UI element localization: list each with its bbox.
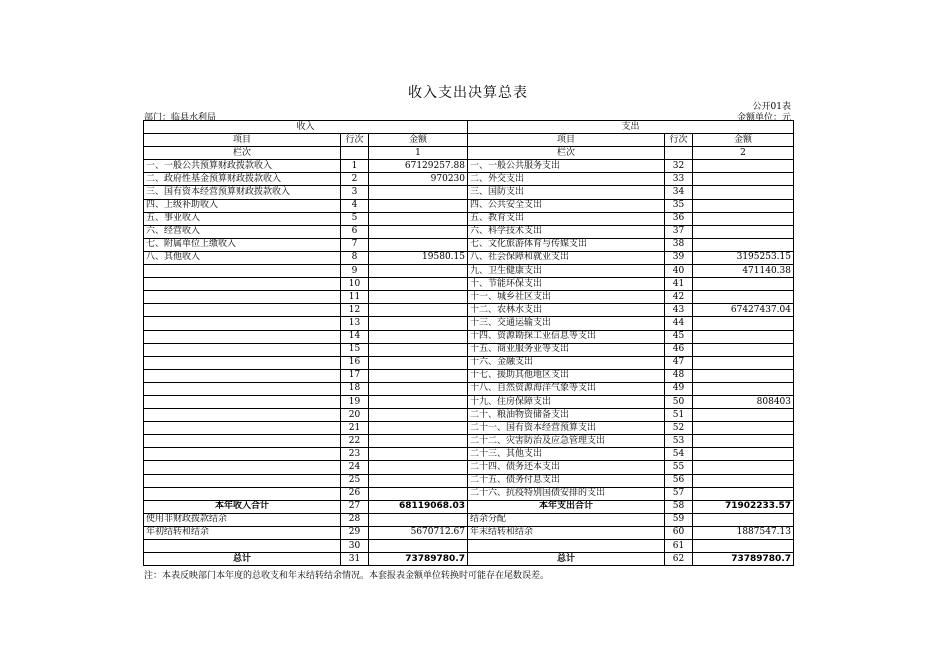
expense-section-header: 支出 bbox=[468, 121, 794, 134]
income-line-no-cell: 20 bbox=[341, 409, 369, 422]
table-row bbox=[144, 369, 794, 382]
table-row bbox=[144, 304, 794, 317]
income-line-no-cell: 30 bbox=[341, 540, 369, 553]
income-item-cell: 三、国有资本经营预算财政拨款收入 bbox=[144, 186, 341, 199]
income-item-cell: 五、事业收入 bbox=[144, 212, 341, 225]
expense-item-cell: 本年支出合计 bbox=[468, 500, 665, 513]
income-item-cell bbox=[144, 382, 341, 395]
expense-amount-cell bbox=[693, 225, 794, 238]
expense-line-no-cell: 42 bbox=[665, 291, 693, 304]
expense-line-no-cell: 35 bbox=[665, 199, 693, 212]
income-line-no-cell: 29 bbox=[341, 526, 369, 539]
income-item-cell bbox=[144, 330, 341, 343]
expense-item-cell: 二十一、国有资本经营预算支出 bbox=[468, 422, 665, 435]
income-item-cell: 一、一般公共预算财政拨款收入 bbox=[144, 160, 341, 173]
income-item-cell: 六、经营收入 bbox=[144, 225, 341, 238]
income-amount-cell bbox=[369, 265, 468, 278]
expense-line-no-cell: 48 bbox=[665, 369, 693, 382]
income-line-no-cell: 19 bbox=[341, 395, 369, 408]
income-line-no-index bbox=[341, 147, 369, 160]
section-header-row bbox=[144, 121, 794, 134]
income-amount-cell bbox=[369, 382, 468, 395]
table-row bbox=[144, 500, 794, 513]
income-amount-cell bbox=[369, 395, 468, 408]
expense-amount-cell bbox=[693, 487, 794, 500]
income-item-cell bbox=[144, 435, 341, 448]
expense-amount-cell: 808403 bbox=[693, 395, 794, 408]
income-line-no-cell: 23 bbox=[341, 448, 369, 461]
expense-line-no-cell: 58 bbox=[665, 500, 693, 513]
expense-amount-cell bbox=[693, 238, 794, 251]
income-item-cell bbox=[144, 343, 341, 356]
income-amount-cell bbox=[369, 461, 468, 474]
department-label: 部门：临县水利局 bbox=[144, 113, 217, 123]
expense-line-no-cell: 33 bbox=[665, 173, 693, 186]
income-column-index: 1 bbox=[369, 147, 468, 160]
table-row bbox=[144, 251, 794, 264]
table-row bbox=[144, 212, 794, 225]
income-item-cell: 总计 bbox=[144, 553, 341, 566]
income-item-cell bbox=[144, 356, 341, 369]
table-row bbox=[144, 409, 794, 422]
expense-item-cell: 十二、农林水支出 bbox=[468, 304, 665, 317]
income-line-no-cell: 3 bbox=[341, 186, 369, 199]
expense-amount-cell bbox=[693, 448, 794, 461]
income-amount-cell bbox=[369, 422, 468, 435]
expense-item-cell: 六、科学技术支出 bbox=[468, 225, 665, 238]
income-item-cell: 七、附属单位上缴收入 bbox=[144, 238, 341, 251]
table-row bbox=[144, 173, 794, 186]
expense-amount-header: 金额 bbox=[693, 134, 794, 147]
income-amount-cell: 73789780.7 bbox=[369, 553, 468, 566]
income-item-cell bbox=[144, 422, 341, 435]
column-index-row bbox=[144, 147, 794, 160]
table-row bbox=[144, 278, 794, 291]
income-amount-cell bbox=[369, 448, 468, 461]
income-amount-cell bbox=[369, 513, 468, 526]
table-row bbox=[144, 474, 794, 487]
income-item-cell bbox=[144, 395, 341, 408]
expense-line-no-cell: 37 bbox=[665, 225, 693, 238]
table-row bbox=[144, 160, 794, 173]
income-line-no-cell: 14 bbox=[341, 330, 369, 343]
income-amount-cell bbox=[369, 304, 468, 317]
table-row bbox=[144, 356, 794, 369]
expense-column-index: 2 bbox=[693, 147, 794, 160]
income-amount-cell bbox=[369, 199, 468, 212]
expense-amount-cell bbox=[693, 435, 794, 448]
expense-item-cell: 二、外交支出 bbox=[468, 173, 665, 186]
income-item-cell: 使用非财政拨款结余 bbox=[144, 513, 341, 526]
income-amount-header: 金额 bbox=[369, 134, 468, 147]
table-row bbox=[144, 526, 794, 539]
expense-amount-cell bbox=[693, 369, 794, 382]
income-line-no-cell: 6 bbox=[341, 225, 369, 238]
table-row bbox=[144, 199, 794, 212]
expense-item-cell: 二十五、债务付息支出 bbox=[468, 474, 665, 487]
table-row bbox=[144, 435, 794, 448]
expense-line-no-cell: 39 bbox=[665, 251, 693, 264]
expense-item-cell: 二十、粮油物资储备支出 bbox=[468, 409, 665, 422]
income-line-no-cell: 8 bbox=[341, 251, 369, 264]
expense-line-no-cell: 32 bbox=[665, 160, 693, 173]
table-row bbox=[144, 382, 794, 395]
table-row bbox=[144, 225, 794, 238]
expense-line-no-cell: 44 bbox=[665, 317, 693, 330]
income-item-cell bbox=[144, 369, 341, 382]
income-amount-cell bbox=[369, 343, 468, 356]
table-row bbox=[144, 395, 794, 408]
table-row bbox=[144, 513, 794, 526]
income-item-cell: 二、政府性基金预算财政拨款收入 bbox=[144, 173, 341, 186]
expense-item-cell: 十八、自然资源海洋气象等支出 bbox=[468, 382, 665, 395]
expense-item-cell: 一、一般公共服务支出 bbox=[468, 160, 665, 173]
income-amount-cell: 68119068.03 bbox=[369, 500, 468, 513]
income-line-no-cell: 25 bbox=[341, 474, 369, 487]
form-number: 公开01表 bbox=[752, 102, 791, 112]
income-amount-cell bbox=[369, 330, 468, 343]
expense-item-cell: 二十四、债务还本支出 bbox=[468, 461, 665, 474]
expense-item-cell: 十七、援助其他地区支出 bbox=[468, 369, 665, 382]
table-row bbox=[144, 291, 794, 304]
income-line-no-cell: 18 bbox=[341, 382, 369, 395]
table-row bbox=[144, 330, 794, 343]
table-row bbox=[144, 317, 794, 330]
expense-line-no-cell: 50 bbox=[665, 395, 693, 408]
income-item-cell: 年初结转和结余 bbox=[144, 526, 341, 539]
income-line-no-cell: 21 bbox=[341, 422, 369, 435]
expense-line-no-cell: 40 bbox=[665, 265, 693, 278]
expense-item-cell: 四、公共安全支出 bbox=[468, 199, 665, 212]
income-item-cell bbox=[144, 317, 341, 330]
expense-line-no-cell: 60 bbox=[665, 526, 693, 539]
income-item-cell bbox=[144, 304, 341, 317]
income-line-no-cell: 1 bbox=[341, 160, 369, 173]
expense-item-cell: 十六、金融支出 bbox=[468, 356, 665, 369]
income-item-cell: 八、其他收入 bbox=[144, 251, 341, 264]
page-title: 收入支出决算总表 bbox=[408, 85, 528, 101]
table-row bbox=[144, 461, 794, 474]
expense-item-cell: 十九、住房保障支出 bbox=[468, 395, 665, 408]
income-item-cell bbox=[144, 474, 341, 487]
income-line-no-cell: 27 bbox=[341, 500, 369, 513]
table-row bbox=[144, 265, 794, 278]
expense-line-no-cell: 52 bbox=[665, 422, 693, 435]
income-amount-cell bbox=[369, 409, 468, 422]
expense-amount-cell bbox=[693, 356, 794, 369]
expense-item-cell: 七、文化旅游体育与传媒支出 bbox=[468, 238, 665, 251]
expense-column-label: 栏次 bbox=[468, 147, 665, 160]
expense-amount-cell bbox=[693, 461, 794, 474]
expense-item-cell: 十、节能环保支出 bbox=[468, 278, 665, 291]
expense-line-no-cell: 55 bbox=[665, 461, 693, 474]
expense-line-no-cell: 41 bbox=[665, 278, 693, 291]
expense-amount-cell bbox=[693, 199, 794, 212]
expense-amount-cell bbox=[693, 291, 794, 304]
expense-amount-cell: 73789780.7 bbox=[693, 553, 794, 566]
income-item-cell bbox=[144, 540, 341, 553]
expense-item-cell: 九、卫生健康支出 bbox=[468, 265, 665, 278]
income-expense-table bbox=[143, 120, 794, 566]
income-amount-cell bbox=[369, 540, 468, 553]
expense-line-no-cell: 36 bbox=[665, 212, 693, 225]
expense-amount-cell bbox=[693, 513, 794, 526]
table-row bbox=[144, 186, 794, 199]
income-line-no-cell: 22 bbox=[341, 435, 369, 448]
income-line-no-cell: 7 bbox=[341, 238, 369, 251]
expense-line-no-cell: 51 bbox=[665, 409, 693, 422]
expense-line-no-cell: 47 bbox=[665, 356, 693, 369]
expense-amount-cell bbox=[693, 317, 794, 330]
expense-item-cell: 总计 bbox=[468, 553, 665, 566]
expense-amount-cell bbox=[693, 278, 794, 291]
table-row bbox=[144, 343, 794, 356]
income-item-cell: 四、上级补助收入 bbox=[144, 199, 341, 212]
expense-amount-cell bbox=[693, 343, 794, 356]
expense-line-no-index bbox=[665, 147, 693, 160]
income-line-no-cell: 4 bbox=[341, 199, 369, 212]
income-line-no-cell: 15 bbox=[341, 343, 369, 356]
income-line-no-cell: 10 bbox=[341, 278, 369, 291]
income-line-no-cell: 31 bbox=[341, 553, 369, 566]
income-amount-cell bbox=[369, 356, 468, 369]
expense-line-no-cell: 53 bbox=[665, 435, 693, 448]
expense-item-cell: 三、国防支出 bbox=[468, 186, 665, 199]
income-section-header: 收入 bbox=[144, 121, 468, 134]
income-line-no-cell: 12 bbox=[341, 304, 369, 317]
expense-amount-cell bbox=[693, 212, 794, 225]
expense-amount-cell: 1887547.13 bbox=[693, 526, 794, 539]
income-line-no-cell: 11 bbox=[341, 291, 369, 304]
amount-unit-label: 金额单位：元 bbox=[736, 113, 791, 123]
table-row bbox=[144, 487, 794, 500]
income-amount-cell: 5670712.67 bbox=[369, 526, 468, 539]
income-amount-cell: 67129257.88 bbox=[369, 160, 468, 173]
income-item-cell bbox=[144, 291, 341, 304]
expense-line-no-cell: 34 bbox=[665, 186, 693, 199]
expense-line-no-cell: 38 bbox=[665, 238, 693, 251]
income-amount-cell bbox=[369, 487, 468, 500]
column-header-row bbox=[144, 134, 794, 147]
footnote: 注：本表反映部门本年度的总收支和年末结转结余情况。本套报表金额单位转换时可能存在尾数误差。 bbox=[144, 571, 550, 581]
table-row bbox=[144, 422, 794, 435]
expense-item-cell: 十五、商业服务业等支出 bbox=[468, 343, 665, 356]
income-item-cell: 本年收入合计 bbox=[144, 500, 341, 513]
table-row bbox=[144, 448, 794, 461]
income-item-cell bbox=[144, 278, 341, 291]
income-amount-cell bbox=[369, 291, 468, 304]
expense-item-cell: 二十六、抗疫特别国债安排的支出 bbox=[468, 487, 665, 500]
expense-amount-cell bbox=[693, 382, 794, 395]
expense-amount-cell bbox=[693, 474, 794, 487]
expense-line-no-cell: 59 bbox=[665, 513, 693, 526]
expense-amount-cell bbox=[693, 330, 794, 343]
expense-line-no-header: 行次 bbox=[665, 134, 693, 147]
income-amount-cell: 970230 bbox=[369, 173, 468, 186]
expense-line-no-cell: 57 bbox=[665, 487, 693, 500]
income-amount-cell bbox=[369, 474, 468, 487]
income-line-no-cell: 2 bbox=[341, 173, 369, 186]
expense-item-cell: 二十二、灾害防治及应急管理支出 bbox=[468, 435, 665, 448]
income-line-no-cell: 17 bbox=[341, 369, 369, 382]
income-amount-cell bbox=[369, 225, 468, 238]
income-item-cell bbox=[144, 461, 341, 474]
income-amount-cell: 19580.15 bbox=[369, 251, 468, 264]
income-amount-cell bbox=[369, 212, 468, 225]
income-item-cell bbox=[144, 487, 341, 500]
income-line-no-cell: 28 bbox=[341, 513, 369, 526]
expense-item-cell: 二十三、其他支出 bbox=[468, 448, 665, 461]
expense-item-cell: 十三、交通运输支出 bbox=[468, 317, 665, 330]
income-amount-cell bbox=[369, 238, 468, 251]
income-line-no-cell: 24 bbox=[341, 461, 369, 474]
expense-amount-cell: 71902233.57 bbox=[693, 500, 794, 513]
expense-item-cell: 十一、城乡社区支出 bbox=[468, 291, 665, 304]
expense-line-no-cell: 62 bbox=[665, 553, 693, 566]
expense-amount-cell bbox=[693, 173, 794, 186]
income-item-header: 项目 bbox=[144, 134, 341, 147]
expense-line-no-cell: 56 bbox=[665, 474, 693, 487]
expense-amount-cell: 471140.38 bbox=[693, 265, 794, 278]
expense-line-no-cell: 46 bbox=[665, 343, 693, 356]
expense-item-cell: 十四、资源勘探工业信息等支出 bbox=[468, 330, 665, 343]
income-line-no-cell: 13 bbox=[341, 317, 369, 330]
income-line-no-cell: 26 bbox=[341, 487, 369, 500]
expense-line-no-cell: 61 bbox=[665, 540, 693, 553]
expense-item-cell bbox=[468, 540, 665, 553]
expense-amount-cell bbox=[693, 540, 794, 553]
income-amount-cell bbox=[369, 369, 468, 382]
expense-item-cell: 结余分配 bbox=[468, 513, 665, 526]
income-line-no-cell: 9 bbox=[341, 265, 369, 278]
income-item-cell bbox=[144, 409, 341, 422]
income-amount-cell bbox=[369, 435, 468, 448]
expense-line-no-cell: 54 bbox=[665, 448, 693, 461]
expense-item-header: 项目 bbox=[468, 134, 665, 147]
table-row bbox=[144, 553, 794, 566]
expense-amount-cell: 3195253.15 bbox=[693, 251, 794, 264]
expense-amount-cell bbox=[693, 409, 794, 422]
table-row bbox=[144, 540, 794, 553]
table-row bbox=[144, 238, 794, 251]
expense-amount-cell bbox=[693, 422, 794, 435]
income-amount-cell bbox=[369, 317, 468, 330]
expense-amount-cell bbox=[693, 160, 794, 173]
expense-item-cell: 八、社会保障和就业支出 bbox=[468, 251, 665, 264]
expense-amount-cell: 67427437.04 bbox=[693, 304, 794, 317]
expense-line-no-cell: 43 bbox=[665, 304, 693, 317]
expense-item-cell: 年末结转和结余 bbox=[468, 526, 665, 539]
income-item-cell bbox=[144, 265, 341, 278]
income-line-no-header: 行次 bbox=[341, 134, 369, 147]
expense-line-no-cell: 49 bbox=[665, 382, 693, 395]
income-amount-cell bbox=[369, 278, 468, 291]
expense-amount-cell bbox=[693, 186, 794, 199]
income-line-no-cell: 5 bbox=[341, 212, 369, 225]
expense-item-cell: 五、教育支出 bbox=[468, 212, 665, 225]
income-amount-cell bbox=[369, 186, 468, 199]
income-line-no-cell: 16 bbox=[341, 356, 369, 369]
income-column-label: 栏次 bbox=[144, 147, 341, 160]
expense-line-no-cell: 45 bbox=[665, 330, 693, 343]
income-item-cell bbox=[144, 448, 341, 461]
